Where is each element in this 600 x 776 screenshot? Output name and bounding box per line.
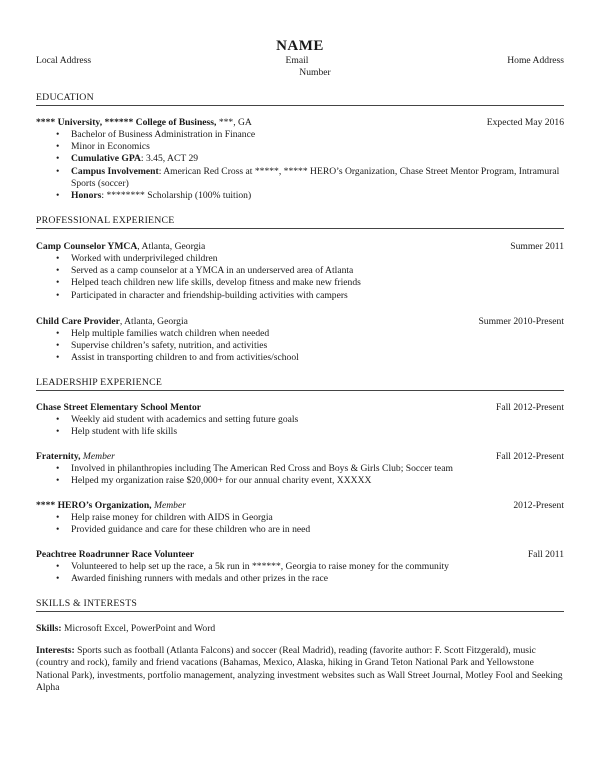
education-date: Expected May 2016	[486, 117, 564, 128]
local-address: Local Address	[36, 55, 92, 66]
phone-number: Number	[299, 67, 331, 78]
list-item: • Assist in transporting children to and from activities/school	[56, 352, 556, 364]
leadership-date: Fall 2011	[527, 549, 564, 560]
job-org: Camp Counselor YMCA	[36, 241, 138, 252]
school-location: ***, GA	[216, 117, 252, 128]
skills-text: Microsoft Excel, PowerPoint and Word	[61, 623, 216, 634]
list-item: • Participated in character and friendship-building activities with campers	[56, 290, 556, 302]
section-divider	[36, 105, 564, 106]
leadership-bullets	[56, 512, 556, 536]
email: Email	[285, 55, 309, 66]
list-item: • Honors: ******** Scholarship (100% tuition)	[56, 190, 556, 202]
school-line	[36, 117, 252, 128]
leadership-bullets	[56, 561, 556, 585]
skills-line	[36, 623, 564, 635]
job-bullets	[56, 253, 556, 302]
education-list	[56, 129, 560, 202]
job-entry-childcare	[36, 316, 564, 328]
leadership-role: Member	[80, 451, 115, 462]
section-title-leadership: LEADERSHIP EXPERIENCE	[36, 377, 163, 388]
leadership-entry-peachtree	[36, 549, 564, 561]
list-item: • Supervise children’s safety, nutrition, and activities	[56, 340, 556, 352]
leadership-date: Fall 2012-Present	[496, 451, 564, 462]
list-item: • Bachelor of Business Administration in Finance	[56, 129, 556, 141]
section-title-education: EDUCATION	[36, 92, 94, 103]
leadership-entry-fraternity	[36, 451, 564, 463]
section-divider	[36, 390, 564, 391]
resume-name: NAME	[276, 38, 324, 54]
list-item: • Worked with underprivileged children	[56, 253, 556, 265]
list-item: • Provided guidance and care for these children who are in need	[56, 524, 556, 536]
leadership-org: **** HERO’s Organization,	[36, 500, 152, 511]
list-item: • Help student with life skills	[56, 426, 556, 438]
list-item: • Weekly aid student with academics and setting future goals	[56, 414, 556, 426]
job-location: , Atlanta, Georgia	[119, 316, 188, 327]
interests-label: Interests:	[36, 645, 75, 656]
leadership-entry-mentor	[36, 402, 564, 414]
home-address: Home Address	[507, 55, 564, 66]
leadership-org: Chase Street Elementary School Mentor	[36, 402, 202, 413]
list-item: • Volunteered to help set up the race, a 5k run in ******, Georgia to raise money for the community	[56, 561, 556, 573]
job-location: , Atlanta, Georgia	[137, 241, 206, 252]
job-date: Summer 2010-Present	[478, 316, 564, 327]
section-divider	[36, 611, 564, 612]
job-org: Child Care Provider	[36, 316, 120, 327]
skills-label: Skills:	[36, 623, 62, 634]
leadership-date: Fall 2012-Present	[496, 402, 564, 413]
job-bullets	[56, 328, 556, 365]
job-date: Summer 2011	[510, 241, 564, 252]
leadership-role: Member	[151, 500, 186, 511]
list-item: • Help multiple families watch children when needed	[56, 328, 556, 340]
leadership-org: Fraternity,	[36, 451, 81, 462]
section-title-skills: SKILLS & INTERESTS	[36, 598, 138, 609]
school-name: **** University, ****** College of Business,	[36, 117, 217, 128]
list-item: • Awarded finishing runners with medals and other prizes in the race	[56, 573, 556, 585]
list-item: • Involved in philanthropies including The American Red Cross and Boys & Girls Club; Soccer team	[56, 463, 556, 475]
job-entry-ymca	[36, 241, 564, 253]
interests-paragraph	[36, 645, 564, 694]
leadership-bullets	[56, 414, 556, 438]
section-title-professional: PROFESSIONAL EXPERIENCE	[36, 215, 175, 226]
list-item: • Served as a camp counselor at a YMCA in an underserved area of Atlanta	[56, 265, 556, 277]
education-entry	[36, 117, 564, 129]
list-item: • Minor in Economics	[56, 141, 556, 153]
leadership-entry-hero	[36, 500, 564, 512]
list-item: • Campus Involvement: American Red Cross at *****, ***** HERO’s Organization, Chase Street Mentor Program, Intramural Sports (soccer)	[56, 166, 561, 190]
leadership-date: 2012-Present	[513, 500, 564, 511]
section-divider	[36, 228, 564, 229]
list-item: • Helped my organization raise $20,000+ for our annual charity event, XXXXX	[56, 475, 556, 487]
list-item: • Helped teach children new life skills, develop fitness and make new friends	[56, 277, 556, 289]
list-item: • Cumulative GPA: 3.45, ACT 29	[56, 153, 556, 165]
leadership-bullets	[56, 463, 556, 487]
interests-text: Sports such as football (Atlanta Falcons) and soccer (Real Madrid), reading (favorite author: F. Scott Fitzgerald), music (country and rock), family and friend vacations (Bahamas, Mexico, Alaska, hiking in Grand Teton National Park and Yellowstone National Park), investments, portfolio management, analyzing investment websites such as Wall Street Journal, Motley Fool and Seeking Alpha	[36, 645, 563, 693]
list-item: • Help raise money for children with AIDS in Georgia	[56, 512, 556, 524]
leadership-org: Peachtree Roadrunner Race Volunteer	[36, 549, 195, 560]
